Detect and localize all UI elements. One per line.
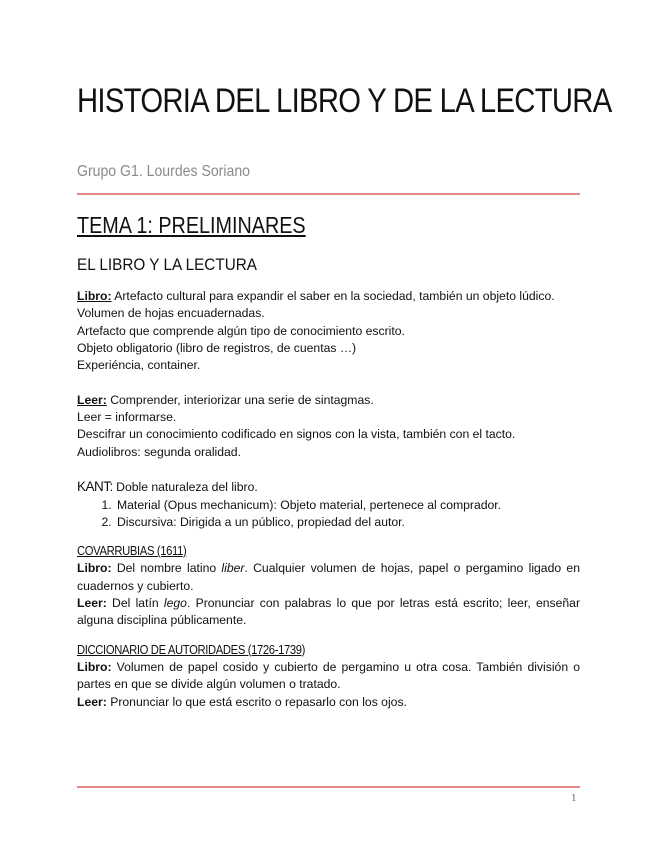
leer-line: Leer = informarse. <box>77 410 177 425</box>
autoridades-libro: Libro: Volumen de papel cosido y cubierto de pergamino u otra cosa. También división o partes en que se divide algún volumen o tratado. <box>77 659 580 692</box>
page-number: 1 <box>571 792 577 804</box>
leer-term: Leer: <box>77 392 107 407</box>
libro-line: Objeto obligatorio (libro de registros, de cuentas …) <box>77 340 357 355</box>
autoridades-leer: Leer: Pronunciar lo que está escrito o repasarlo con los ojos. <box>77 694 407 709</box>
document-subtitle: Grupo G1. Lourdes Soriano <box>77 163 250 180</box>
kant-list <box>77 497 580 532</box>
leer-line: Descifrar un conocimiento codificado en signos con la vista, también con el tacto. <box>77 427 516 442</box>
kant-definition: KANT: Doble naturaleza del libro. <box>77 479 258 495</box>
covarrubias-heading: COVARRUBIAS (1611) <box>77 544 187 559</box>
subsection-heading: EL LIBRO Y LA LECTURA <box>77 255 257 274</box>
libro-line: Volumen de hojas encuadernadas. <box>77 306 265 321</box>
list-item: 2. Discursiva: Dirigida a un público, propiedad del autor. <box>115 514 580 531</box>
autoridades-heading: DICCIONARIO DE AUTORIDADES (1726-1739) <box>77 642 306 657</box>
leer-line: Audiolibros: segunda oralidad. <box>77 444 241 459</box>
libro-definition: Libro: Artefacto cultural para expandir el saber en la sociedad, también un objeto lúdico. <box>77 289 555 303</box>
covarrubias-leer: Leer: Del latín lego. Pronunciar con palabras lo que por letras está escrito; leer, enseñar alguna disciplina públicamente. <box>77 596 581 628</box>
kant-term: KANT: <box>77 479 113 495</box>
document-body <box>77 288 580 711</box>
libro-line: Experiéncia, container. <box>77 358 201 373</box>
section-heading: TEMA 1: PRELIMINARES <box>77 212 306 238</box>
libro-term: Libro: <box>77 289 112 303</box>
covarrubias-libro: Libro: Del nombre latino liber. Cualquier volumen de hojas, papel o pergamino ligado en cuadernos y cubierto. <box>77 561 580 593</box>
document-title: HISTORIA DEL LIBRO Y DE LA LECTURA <box>77 82 612 120</box>
bottom-divider <box>77 786 580 788</box>
leer-definition: Leer: Comprender, interiorizar una serie de sintagmas. <box>77 392 374 407</box>
list-item: 1. Material (Opus mechanicum): Objeto material, pertenece al comprador. <box>115 497 580 514</box>
top-divider <box>77 193 580 195</box>
libro-line: Artefacto que comprende algún tipo de conocimiento escrito. <box>77 323 405 338</box>
